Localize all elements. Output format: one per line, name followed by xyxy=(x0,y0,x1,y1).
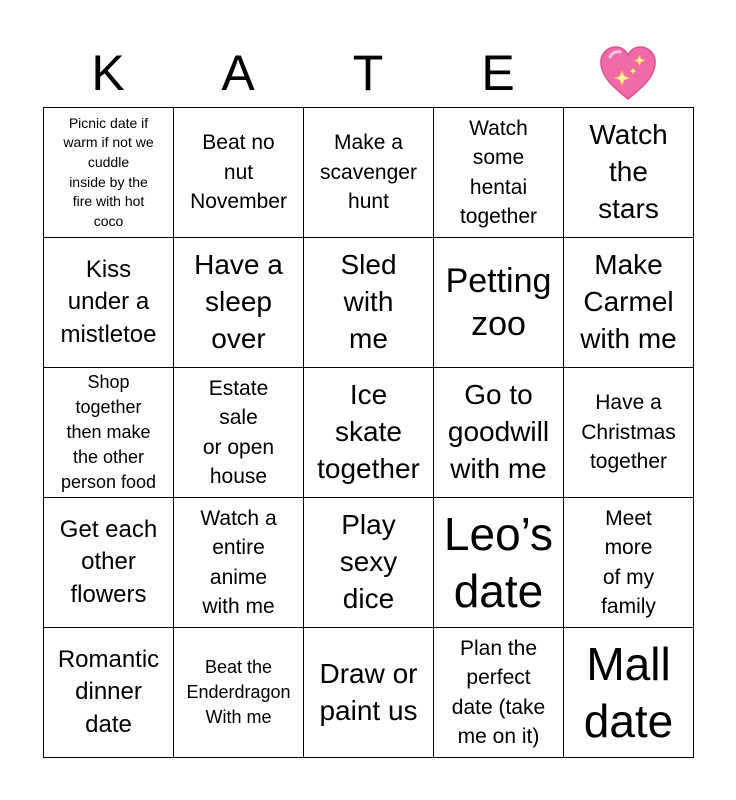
cell-text: Draw or paint us xyxy=(319,657,418,726)
cell-text: Romantic dinner date xyxy=(57,645,160,738)
header-letter-t: T xyxy=(352,45,384,101)
cell-text: Have a sleep over xyxy=(194,249,283,354)
cell-text: Go to goodwill with me xyxy=(447,379,550,484)
cell-text: Leo’s date xyxy=(443,508,554,617)
bingo-cell[interactable] xyxy=(44,238,174,368)
bingo-cell[interactable] xyxy=(44,368,174,498)
cell-text: Picnic date if warm if not we cuddle inside by the fire with hot coco xyxy=(63,114,154,229)
bingo-board xyxy=(43,107,694,758)
heart-shape xyxy=(598,45,658,101)
cell-text: Ice skate together xyxy=(317,379,420,484)
bingo-cell[interactable] xyxy=(44,108,174,238)
bingo-cell[interactable] xyxy=(44,628,174,758)
bingo-cell[interactable] xyxy=(434,238,564,368)
cell-text: Watch some hentai together xyxy=(459,116,538,228)
cell-text: Have a Christmas together xyxy=(581,391,676,474)
cell-text: Sled with me xyxy=(340,249,397,354)
header-letter-e: E xyxy=(481,45,515,101)
bingo-cell[interactable] xyxy=(434,498,564,628)
bingo-cell[interactable] xyxy=(434,628,564,758)
cell-text: Watch a entire anime with me xyxy=(200,506,277,618)
bingo-cell[interactable] xyxy=(44,498,174,628)
bingo-cell[interactable] xyxy=(304,628,434,758)
bingo-cell[interactable] xyxy=(174,498,304,628)
bingo-cell[interactable] xyxy=(174,108,304,238)
bingo-cell[interactable] xyxy=(564,498,694,628)
bingo-cell[interactable] xyxy=(304,108,434,238)
cell-text: Estate sale or open house xyxy=(202,376,275,488)
cell-text: Watch the stars xyxy=(589,119,668,224)
header-letter-k: K xyxy=(91,45,125,101)
bingo-cell[interactable] xyxy=(174,238,304,368)
cell-text: Mall date xyxy=(583,638,674,747)
bingo-cell[interactable] xyxy=(564,238,694,368)
bingo-cell[interactable] xyxy=(174,628,304,758)
bingo-cell[interactable] xyxy=(434,108,564,238)
bingo-cell[interactable] xyxy=(564,368,694,498)
header-letter-a: A xyxy=(221,45,255,101)
cell-text: Beat the Enderdragon With me xyxy=(186,656,291,728)
sparkling-heart-icon xyxy=(563,40,693,106)
cell-text: Plan the perfect date (take me on it) xyxy=(451,636,546,748)
bingo-cell[interactable] xyxy=(174,368,304,498)
bingo-cell[interactable] xyxy=(434,368,564,498)
cell-text: Make a scavenger hunt xyxy=(320,131,417,214)
cell-text: Make Carmel with me xyxy=(580,249,677,354)
bingo-header xyxy=(43,40,693,106)
bingo-cell[interactable] xyxy=(564,108,694,238)
bingo-cell[interactable] xyxy=(304,498,434,628)
bingo-cell[interactable] xyxy=(564,628,694,758)
cell-text: Shop together then make the other person food xyxy=(60,371,157,493)
bingo-cell[interactable] xyxy=(304,238,434,368)
cell-text: Petting zoo xyxy=(445,262,552,343)
cell-text: Get each other flowers xyxy=(59,515,158,608)
cell-text: Meet more of my family xyxy=(601,506,656,618)
cell-text: Beat no nut November xyxy=(190,131,287,214)
cell-text: Play sexy dice xyxy=(339,509,398,614)
cell-text: Kiss under a mistletoe xyxy=(60,255,157,348)
bingo-cell[interactable] xyxy=(304,368,434,498)
